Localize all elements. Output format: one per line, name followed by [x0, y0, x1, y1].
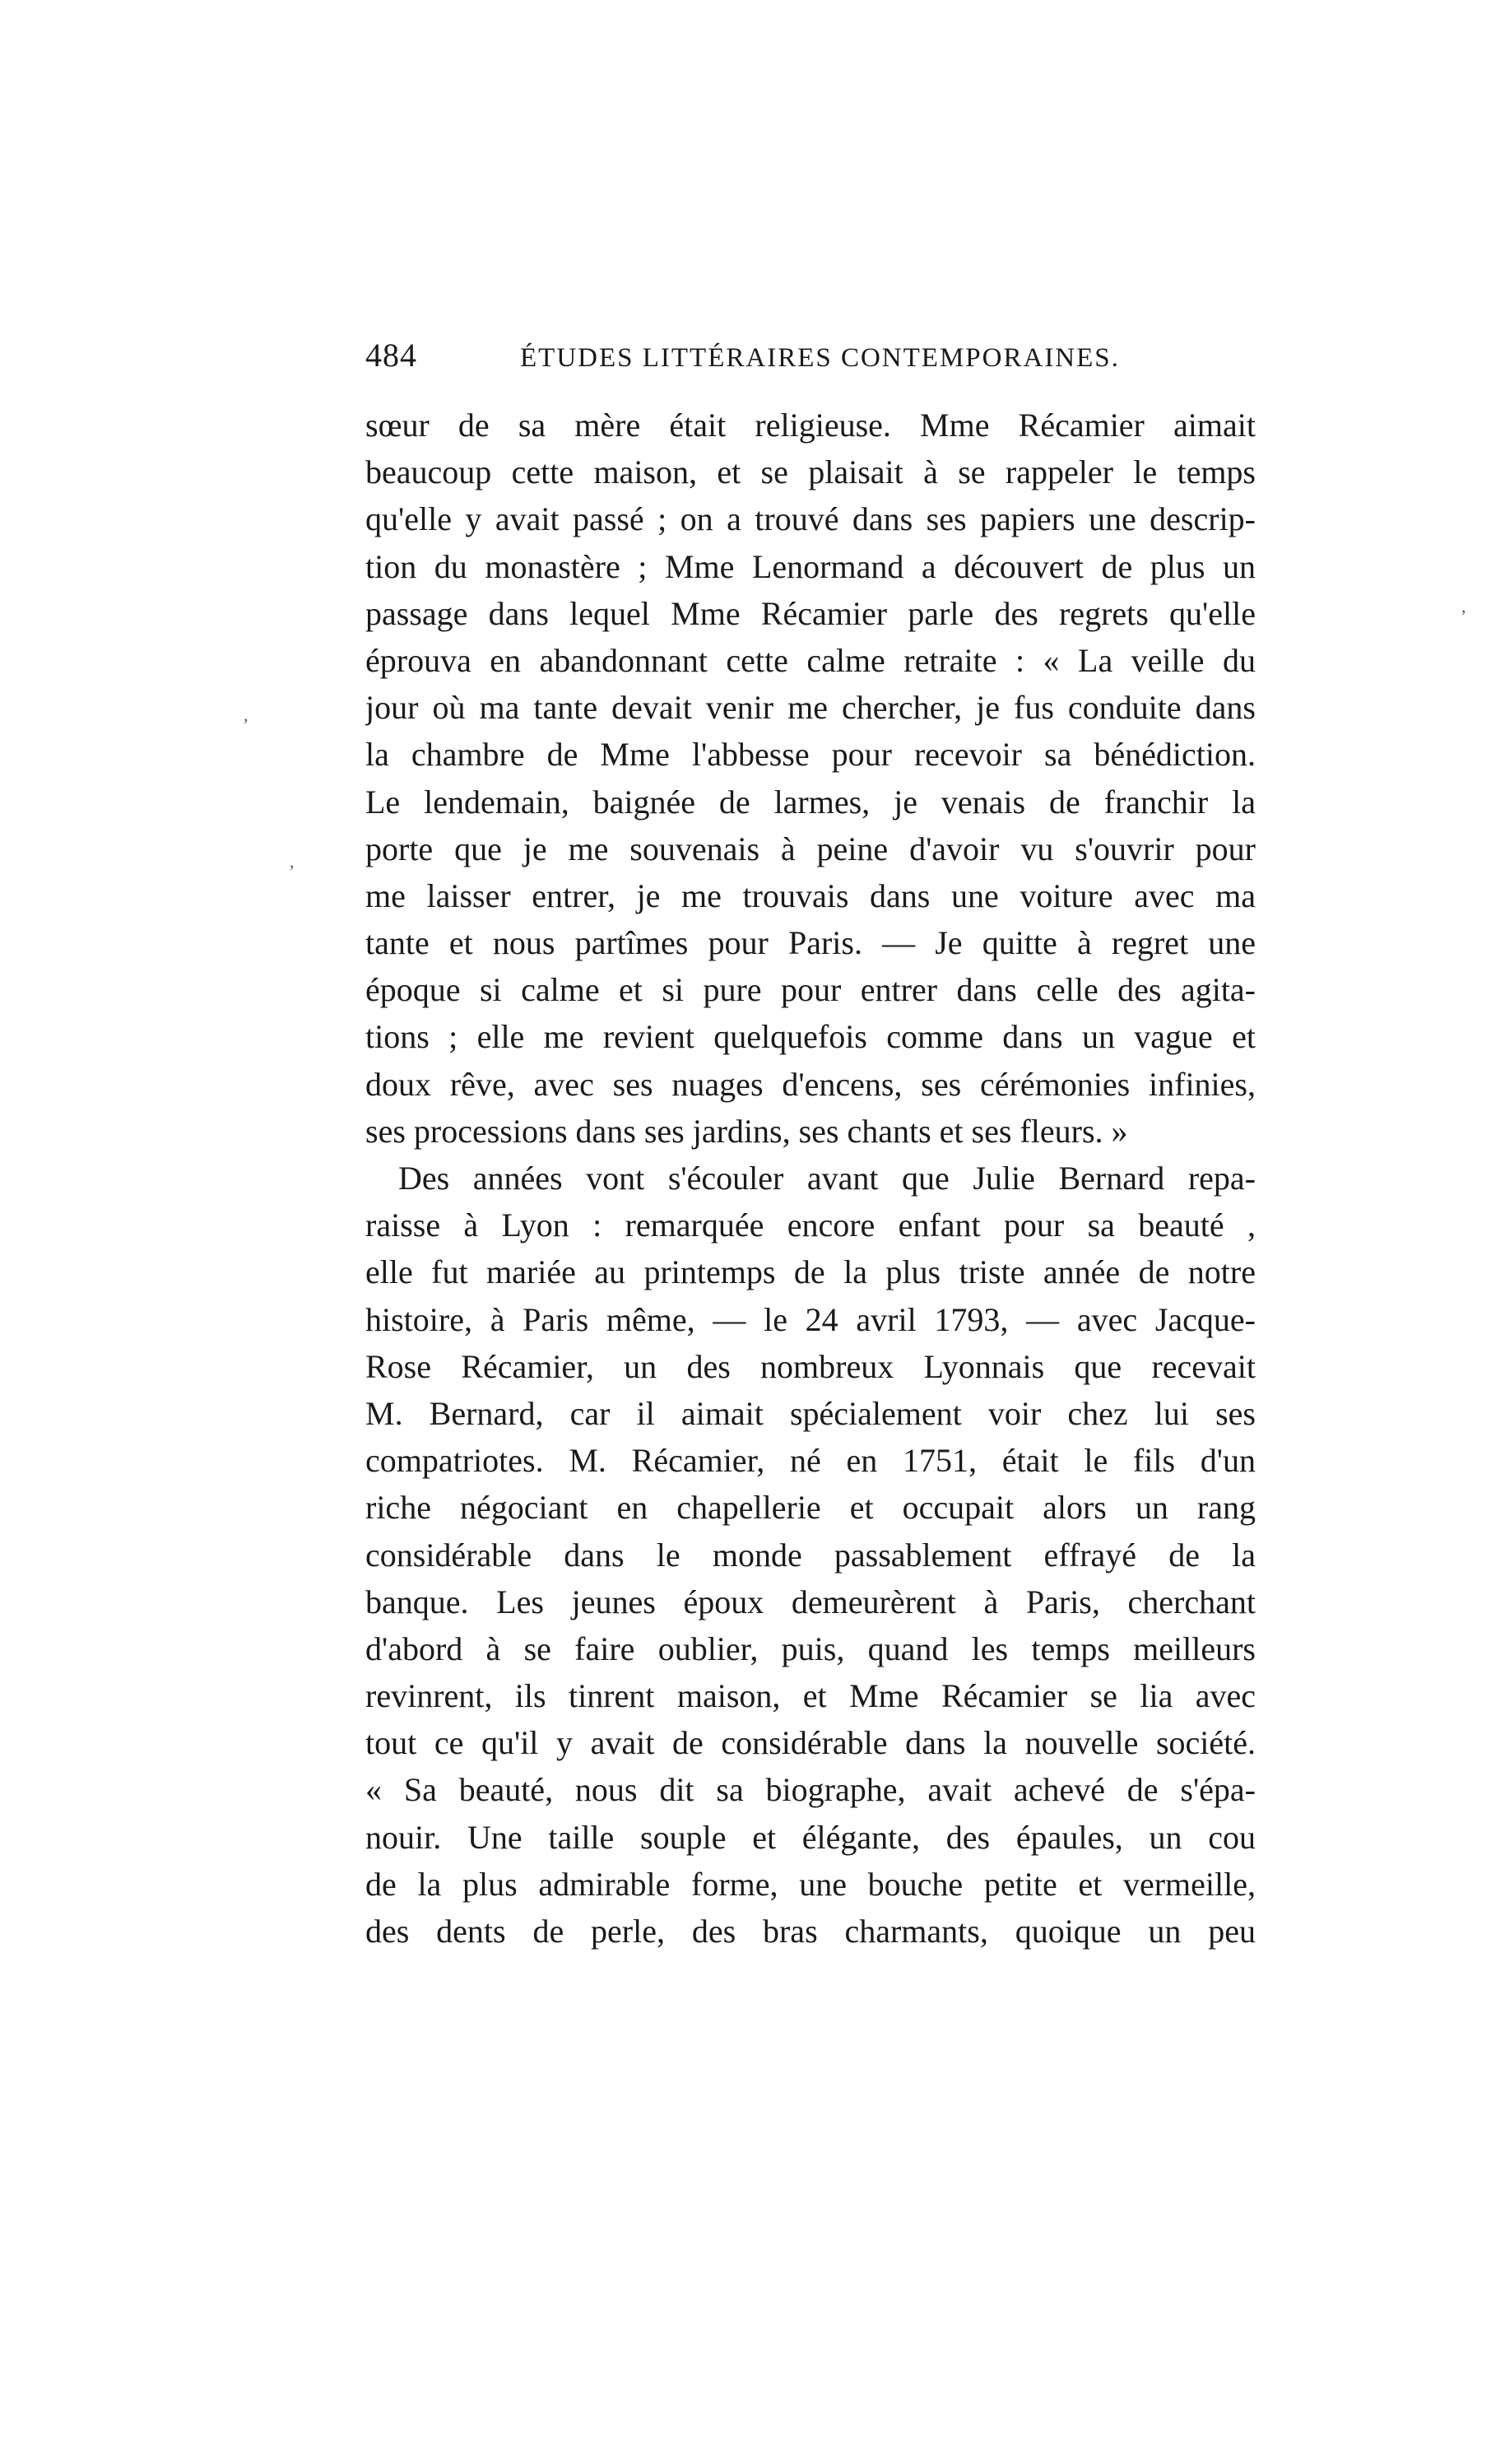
- text-line: la chambre de Mme l'abbesse pour recevoir sa bénédiction.: [365, 736, 1256, 774]
- text-line: passage dans lequel Mme Récamier parle des regrets qu'elle: [365, 594, 1256, 632]
- text-line: éprouva en abandonnant cette calme retraite : « La veille du: [365, 641, 1256, 679]
- text-line: qu'elle y avait passé ; on a trouvé dans ses papiers une descrip-: [365, 500, 1256, 538]
- text-line: nouir. Une taille souple et élégante, des épaules, un cou: [365, 1818, 1256, 1856]
- text-line: M. Bernard, car il aimait spécialement voir chez lui ses: [365, 1394, 1256, 1432]
- text-line: des dents de perle, des bras charmants, quoique un peu: [365, 1913, 1256, 1950]
- text-line: riche négociant en chapellerie et occupait alors un rang: [365, 1489, 1256, 1527]
- text-line: tions ; elle me revient quelquefois comme dans un vague et: [365, 1018, 1256, 1056]
- text-line: beaucoup cette maison, et se plaisait à se rappeler le temps: [365, 453, 1256, 491]
- text-line: de la plus admirable forme, une bouche petite et vermeille,: [365, 1865, 1256, 1903]
- text-line: époque si calme et si pure pour entrer dans celle des agita-: [365, 971, 1256, 1009]
- text-line: Des années vont s'écouler avant que Julie Bernard repa-: [398, 1160, 1256, 1197]
- page-number: 484: [365, 337, 417, 374]
- text-line: raisse à Lyon : remarquée encore enfant pour sa beauté ,: [365, 1206, 1256, 1244]
- running-head: [365, 336, 1256, 385]
- text-line: jour où ma tante devait venir me chercher, je fus conduite dans: [365, 689, 1256, 727]
- text-line: tion du monastère ; Mme Lenormand a découvert de plus un: [365, 547, 1256, 585]
- text-line: Rose Récamier, un des nombreux Lyonnais que recevait: [365, 1347, 1256, 1385]
- text-line: tout ce qu'il y avait de considérable dans la nouvelle société.: [365, 1724, 1256, 1762]
- book-page: [365, 336, 1256, 1955]
- text-line: d'abord à se faire oublier, puis, quand les temps meilleurs: [365, 1629, 1256, 1667]
- text-line: banque. Les jeunes époux demeurèrent à Paris, cherchant: [365, 1583, 1256, 1620]
- text-line: elle fut mariée au printemps de la plus triste année de notre: [365, 1253, 1256, 1291]
- text-line: compatriotes. M. Récamier, né en 1751, était le fils d'un: [365, 1442, 1256, 1480]
- text-line: Le lendemain, baignée de larmes, je venais de franchir la: [365, 783, 1256, 821]
- scan-speck: ,: [1461, 596, 1466, 616]
- text-line: tante et nous partîmes pour Paris. — Je quitte à regret une: [365, 924, 1256, 962]
- text-line: doux rêve, avec ses nuages d'encens, ses cérémonies infinies,: [365, 1065, 1256, 1103]
- scan-speck: ,: [244, 704, 248, 725]
- text-line: ses processions dans ses jardins, ses chants et ses fleurs. »: [365, 1112, 1128, 1150]
- text-line: histoire, à Paris même, — le 24 avril 1793, — avec Jacque-: [365, 1300, 1256, 1338]
- scan-speck: ,: [290, 851, 295, 872]
- text-line: considérable dans le monde passablement effrayé de la: [365, 1536, 1256, 1574]
- text-line: porte que je me souvenais à peine d'avoir vu s'ouvrir pour: [365, 830, 1256, 867]
- text-line: me laisser entrer, je me trouvais dans une voiture avec ma: [365, 876, 1256, 914]
- running-title: ÉTUDES LITTÉRAIRES CONTEMPORAINES.: [520, 343, 1120, 373]
- body-text: [365, 402, 1256, 1955]
- text-line: « Sa beauté, nous dit sa biographe, avait achevé de s'épa-: [365, 1771, 1256, 1809]
- text-line: revinrent, ils tinrent maison, et Mme Récamier se lia avec: [365, 1677, 1256, 1715]
- text-line: sœur de sa mère était religieuse. Mme Récamier aimait: [365, 407, 1256, 444]
